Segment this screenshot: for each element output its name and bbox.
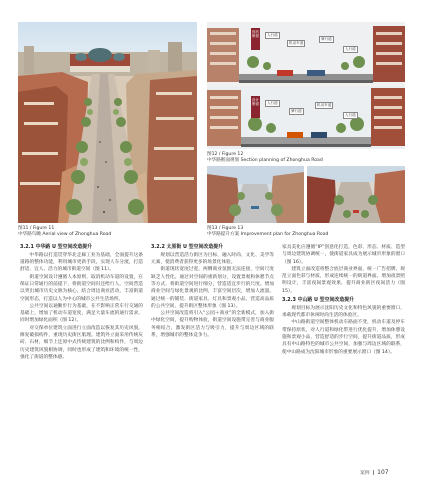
text-column-1 <box>20 244 143 361</box>
body-paragraph: 公共空间改造将引入“公园＋商业”的全新模式，加入街中绿化空间，提升购物体验，街道空间设施带完善与商业服务相结合，激发街区活力与吸引力，提升与周边区域的联系，增强城市的整体竞争力。 <box>151 311 274 339</box>
body-paragraph: 公共空间以通勤步行为基础，在不影响正常车行交通的基础上，增加了机动车道宽度，满足大量车流的通行需求，同时增加绿化面积（图 12）。 <box>20 303 143 324</box>
body-paragraph: 规划以营造活力街区为目标，融入时尚、文化、美学等元素，使消费者获得更多的场景化体验。 <box>151 252 274 266</box>
figure-13-image-left <box>207 166 304 223</box>
figure-12-image <box>207 22 405 149</box>
body-paragraph: 建筑立面改造将整合底层商业界面，统一广告招牌，规范立面色彩与材质，形成连续统一的街道界面。增加夜景照明设计，丰富夜间景观效果，提升商业街区夜间活力（图 15）。 <box>282 266 405 294</box>
body-paragraph: 家具美化应遵循“IP”创意化打造，色彩、形态、材质、造型与周边建筑协调统一，使街道家具成为展示城市形象的窗口（图 16）。 <box>282 245 405 265</box>
figure-12-number: 图12 / Figure 12 <box>207 152 244 157</box>
figure-13-number: 图13 / Figure 13 <box>207 226 244 231</box>
body-paragraph: 中华路以打造贯穿华北走廊工业为基础，全面提升这条道路的整体功能，利用城市更新手段，实现人车分流，打造舒适、宜人、活力的城市街道空间（图 11）。 <box>20 252 143 273</box>
section-tag: 骑行道 <box>321 37 332 41</box>
figure-11-number: 图11 / Figure 11 <box>18 226 55 231</box>
body-paragraph: 对交保单位建筑立面进行立面改造以恢复其历史风貌，修复破损构件，重现历史街区肌理。建筑外立面采用传统灰砖、石材，细节上还原中式传统建筑的比例和构件，与周边历史建筑风貌相协调，同时也形成了建筑和环境的统一性，强化了街道的整体感。 <box>20 325 143 360</box>
design-section-label: 设计断面 <box>251 96 260 118</box>
figure-12-caption: 中华路断面规划 Section planning of Zhonghua Road <box>207 158 323 163</box>
body-paragraph: 街道空间设计遵循人本原则，取消机动车道的设置，在保证日常通行的前提下，将街道空间归还给行人。空间营造以突出城市历史文脉为核心，结合周边商业活动，丰富街道空间形态，打造以人为中心的城市公共生活场所。 <box>20 274 143 302</box>
body-paragraph: 街道现状宽度过宽，两侧商业氛围无法连接，空间尺度缺乏人性化。通过对空间的重新划分，设置景观和休憩节点等方式，将街道空间进行细分，营造适宜步行的尺度。增加商业空间与绿化景观的比例，丰富空间层次，增加人流量。通过统一的铺装、街道家具、灯具和景观小品，营造高品质的公共空间，提升街区整体形象（图 13）。 <box>151 267 274 309</box>
section-heading: 3.2.2 太原街 U 型空间改造提升 <box>151 244 223 250</box>
section-tag: 人行道 <box>345 47 356 51</box>
figure-13-caption: 中华路提升方案 Improvement plan for Zhonghua Road <box>207 232 329 237</box>
section-tag: 人行道 <box>267 33 278 37</box>
page-number: 107 <box>377 469 389 476</box>
section-tag: 人行道 <box>345 113 356 117</box>
section-heading: 3.2.1 中华路 U 型空间改造提升 <box>20 244 92 250</box>
text-column-3 <box>282 244 405 356</box>
text-column-2 <box>151 244 274 339</box>
figure-11-caption: 中华路鸟瞰 Aerial view of Zhonghua Road <box>18 232 112 237</box>
body-paragraph: 中山路街道空间整体机动车路面不变，机动车道及停车带保持原状，对人行道和绿化带进行优化提升，增加休憩设施和景观小品，营造舒适的步行空间，提升街道品质，形成具有中山路特色的城市公共空间，加强与周边区域的联系，使中山路成为沈阳城市形象的重要展示窗口（图 14）。 <box>282 320 405 355</box>
section-tag: 人行道 <box>267 101 278 105</box>
figure-13-image-right <box>307 166 405 223</box>
section-tag: 机动车道 <box>289 41 304 45</box>
existing-section-label: 现状断面 <box>251 28 260 50</box>
section-tag: 机动车道 <box>317 103 332 107</box>
section-name: 案例 <box>360 471 370 476</box>
body-paragraph: 规划目标为展示沈阳历史文化和特色风貌的重要窗口，承载现代都市休闲时尚生活的体验区。 <box>282 305 405 319</box>
figure-11-image <box>18 22 197 223</box>
page-footer <box>360 469 389 476</box>
footer-divider <box>373 470 374 475</box>
section-tag: 骑行道 <box>291 109 302 113</box>
section-heading: 3.2.3 中山路 U 型空间改造提升 <box>282 297 354 304</box>
